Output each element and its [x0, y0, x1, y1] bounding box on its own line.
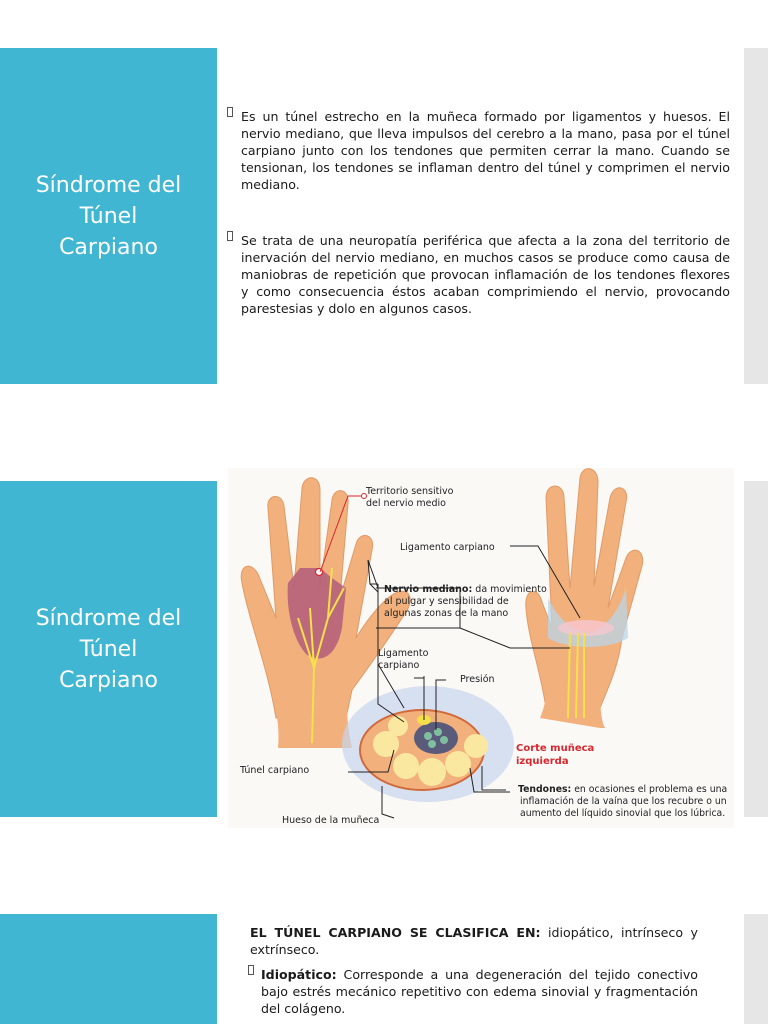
slide2-title: [36, 603, 182, 696]
slide2-title-line2: Túnel: [79, 636, 138, 662]
label-tendones: Tendones: en ocasiones el problema es una inflamación de la vaína que los recubre o un aumento del líquido sinovial que los lúbrica.: [518, 784, 728, 819]
slide1-title: [36, 170, 182, 263]
carpal-tunnel-diagram: [228, 468, 734, 828]
right-hand-illustration: [526, 469, 643, 728]
bullet-icon: [227, 107, 233, 117]
label-ligamento-carpiano-top: Ligamento carpiano: [400, 542, 495, 553]
slide1-title-panel: [0, 48, 217, 384]
slide2-title-line1: Síndrome del: [35, 605, 182, 631]
slide1-paragraph-2: Se trata de una neuropatía periférica que afecta a la zona del territorio de inervación del nervio mediano, en muchos casos se produce como causa de maniobras de repetición que provocan inflamación de los tendones flexores y como consecuencia éstos acaban comprimiendo el nervio, provocando parestesias y dolo en algunos casos.: [228, 232, 730, 317]
slide1-title-line3: Carpiano: [59, 234, 158, 260]
label-nervio-mediano: Nervio mediano: da movimiento al pulgar y sensibilidad de algunas zonas de la mano: [384, 584, 547, 619]
slide2-title-line3: Carpiano: [59, 667, 158, 693]
slide1-side-bar: [744, 48, 768, 384]
slide1-title-line2: Túnel: [79, 203, 138, 229]
slide2-side-bar: [744, 481, 768, 817]
label-hueso-muneca: Hueso de la muñeca: [282, 815, 380, 826]
label-presion: Presión: [460, 674, 495, 685]
slide1-title-line1: Síndrome del: [35, 172, 182, 198]
slide3-title-panel: [0, 914, 217, 1024]
slide3-heading: EL TÚNEL CARPIANO SE CLASIFICA EN: idiopático, intrínseco y extrínseco.: [250, 925, 698, 957]
slide2-title-panel: [0, 481, 217, 817]
bullet-icon: [248, 965, 254, 975]
label-tunel-carpiano: Túnel carpiano: [240, 765, 310, 776]
wrist-cross-section: [342, 686, 514, 802]
label-corte-muneca: Corte muñeca izquierda: [516, 743, 595, 767]
label-ligamento-carpiano-mid: Ligamento carpiano: [378, 648, 429, 671]
carpal-tunnel-illustration: [228, 468, 734, 828]
label-territorio: Territorio sensitivo del nervio medio: [366, 486, 454, 509]
bullet-icon: [227, 231, 233, 241]
slide3-side-bar: [744, 914, 768, 1024]
slide1-paragraph-1: Es un túnel estrecho en la muñeca formado por ligamentos y huesos. El nervio mediano, que lleva impulsos del cerebro a la mano, pasa por el túnel carpiano junto con los tendones que permiten cerrar la mano. Cuando se tensionan, los tendones se inflaman dentro del túnel y comprimen el nervio mediano.: [228, 108, 730, 193]
slide3-item-idiopatico: Idiopático: Corresponde a una degeneración del tejido conectivo bajo estrés mecánico repetitivo con edema sinovial y fragmentación del colágeno.: [249, 966, 698, 1017]
